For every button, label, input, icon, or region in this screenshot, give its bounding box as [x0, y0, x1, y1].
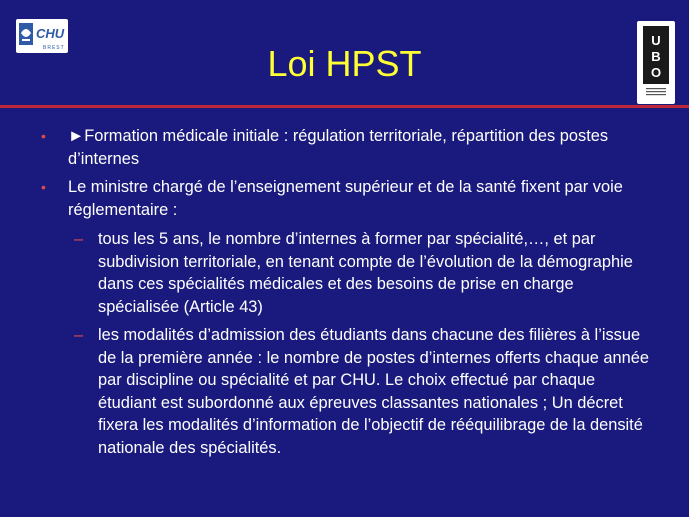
bullet-text: Le ministre chargé de l’enseignement supérieur et de la santé fixent par voie réglementaire :	[68, 178, 623, 219]
svg-text:B: B	[651, 49, 661, 64]
bullet-ministre	[41, 176, 648, 221]
sub-bullet-text: tous les 5 ans, le nombre d’internes à former par spécialité,…, et par subdivision territoriale, en tenant compte de l’évolution de la démographie dans ces spécialités médicales et des besoins de prise en charge spécialisée (Article 43)	[98, 230, 633, 316]
svg-text:CHU: CHU	[36, 26, 65, 41]
bullet-marker: •	[41, 179, 46, 195]
bullet-marker: •	[41, 128, 46, 144]
bullet-text: ►Formation médicale initiale : régulation territoriale, répartition des postes d’internes	[68, 127, 609, 168]
sub-bullet-internes	[74, 228, 658, 318]
sub-bullet-marker: –	[74, 326, 84, 344]
sub-bullet-marker: –	[74, 230, 84, 248]
svg-text:U: U	[651, 33, 661, 48]
bullet-formation	[41, 125, 648, 170]
title-divider	[0, 105, 689, 108]
slide-title: Loi HPST	[267, 43, 422, 84]
sub-bullet-admission	[74, 324, 658, 459]
svg-text:BREST: BREST	[43, 45, 65, 51]
sub-bullet-text: les modalités d’admission des étudiants dans chacune des filières à l’issue de la première année : le nombre de postes d’internes offerts chaque année par discipline ou spécialité et par CHU. Le choix effectué par chaque étudiant est subordonné aux épreuves classantes nationales ; Un décret fixera les modalités d’information de l’objectif de rééquilibrage de la densité nationale des spécialités.	[98, 326, 649, 457]
svg-text:O: O	[650, 65, 662, 80]
